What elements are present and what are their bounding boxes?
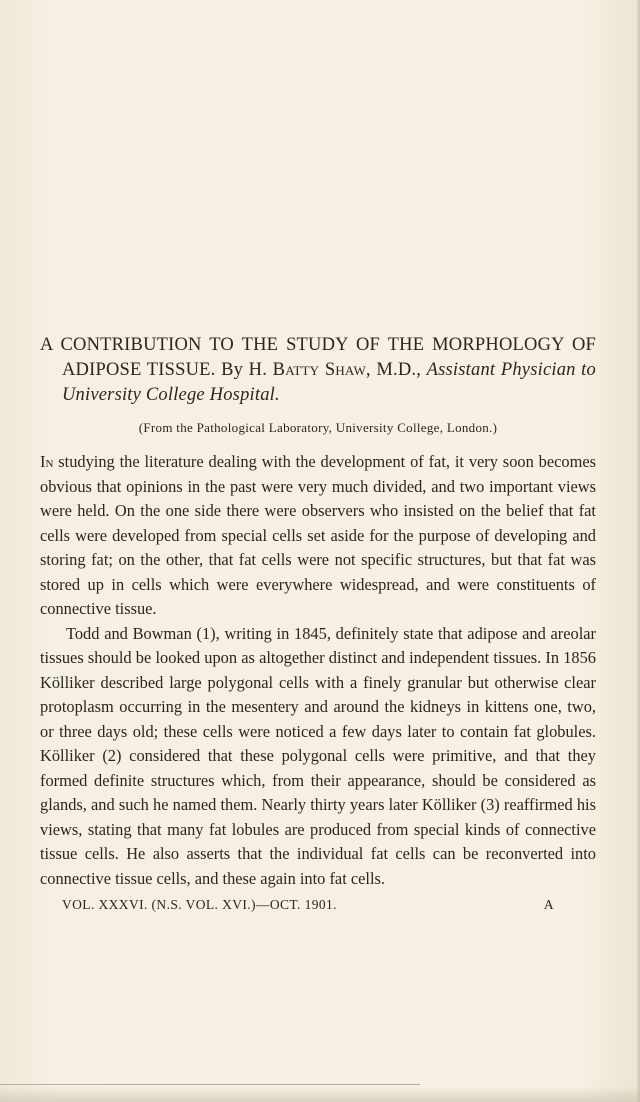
page-bottom-rule	[0, 1084, 420, 1085]
author-degree: , M.D.,	[365, 360, 427, 380]
paragraph-1-lead: In	[40, 452, 54, 471]
article-title	[40, 333, 596, 408]
page-footer	[40, 897, 596, 913]
volume-line: VOL. XXXVI. (N.S. VOL. XVI.)—OCT. 1901.	[62, 897, 337, 912]
article	[40, 333, 596, 913]
author-name: Batty Shaw	[272, 360, 366, 380]
page-bottom-shadow	[0, 1086, 640, 1102]
signature-mark: A	[543, 897, 554, 912]
affiliation: (From the Pathological Laboratory, University College, London.)	[138, 420, 498, 435]
paragraph-1-text: studying the literature dealing with the development of fat, it very soon becomes obvious that opinions in the past were very much divided, and two important views were held. On the one side there were observers who insisted on the belief that fat cells were developed from special cells set aside for the purpose of developing and storing fat; on the other, that fat cells were not specific structures, but that fat was stored up in cells which were everywhere widespread, and were constituents of connective tissue.	[40, 452, 596, 618]
paragraph-2: Todd and Bowman (1), writing in 1845, definitely state that adipose and areolar tissues should be looked upon as altogether distinct and independent tissues. In 1856 Kölliker described large polygonal cells with a finely granular but otherwise clear protoplasm occurring in the mesentery and around the kidneys in kittens one, two, or three days old; these cells were noticed a few days later to contain fat globules. Kölliker (2) considered that these polygonal cells were primitive, and that they formed definite structures which, from their appearance, should be considered as glands, and such he named them. Nearly thirty years later Kölliker (3) reaffirmed his views, stating that many fat lobules are produced from special kinds of connective tissue cells. He also asserts that the individual fat cells can be reconverted into connective tissue cells, and these again into fat cells.	[40, 623, 596, 888]
author-position: Assistant Physician to University College Hospital.	[62, 360, 596, 405]
title-text: A CONTRIBUTION TO THE STUDY OF THE MORPHOLOGY OF ADIPOSE TISSUE. By H.	[40, 335, 596, 380]
paragraph-1	[40, 450, 596, 622]
page-edge	[636, 0, 640, 1102]
